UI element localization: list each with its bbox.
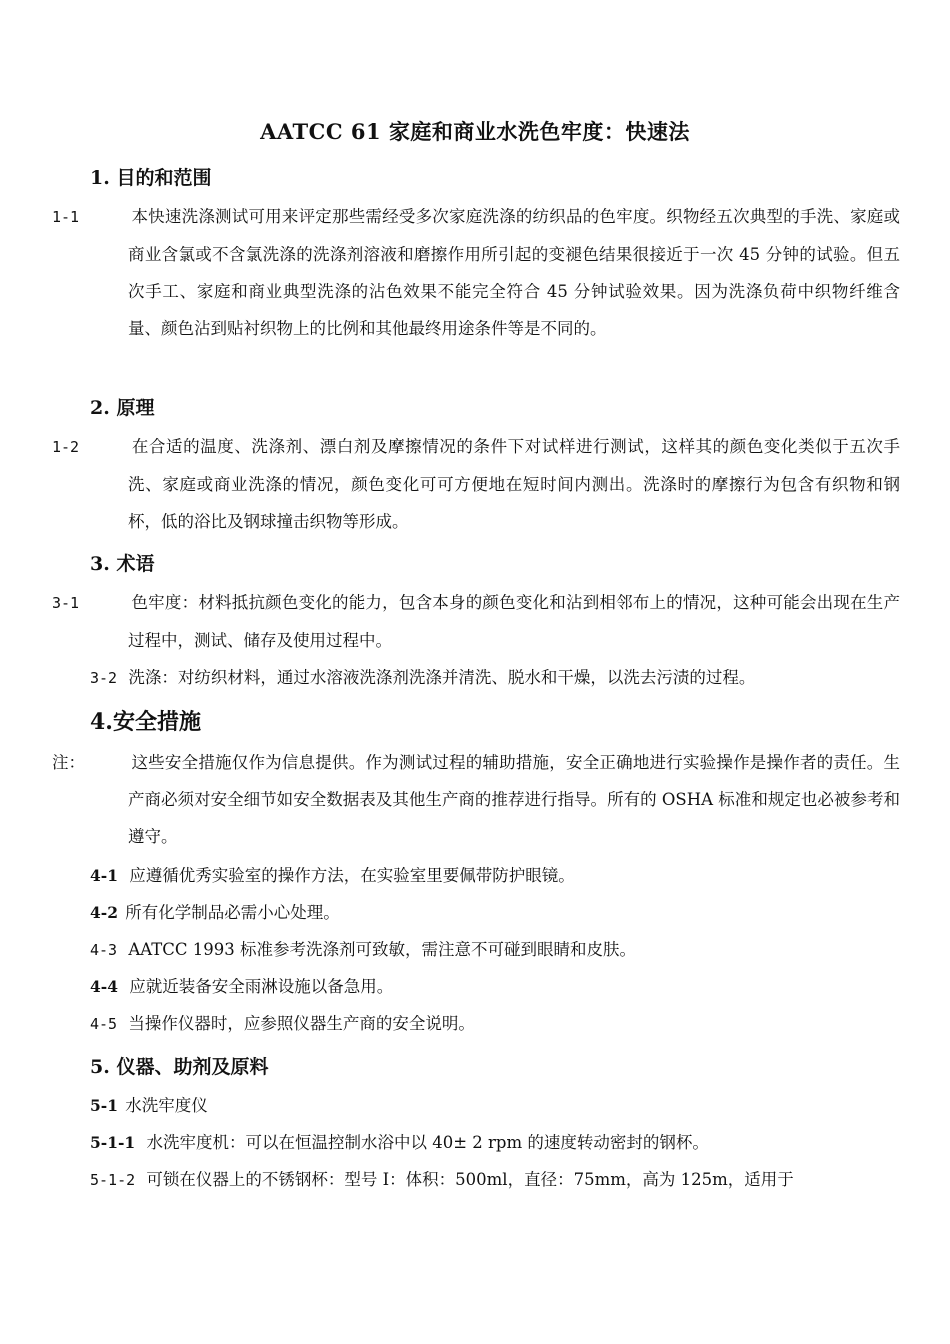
apparatus-item-5-1-1 [90,1124,862,1161]
paragraph-label: 3-1 [52,594,80,612]
paragraph-text: 色牢度：材料抵抗颜色变化的能力，包含本身的颜色变化和沾到相邻布上的情况，这种可能会出现在生产过程中，测试、储存及使用过程中。 [128,593,901,650]
section-heading-apparatus: 5. 仪器、助剂及原料 [90,1056,269,1078]
item-text: 当操作仪器时，应参照仪器生产商的安全说明。 [128,1014,475,1033]
safety-item-4-1 [90,857,862,894]
item-label: 4-1 [90,866,119,885]
paragraph-label: 1-1 [52,208,80,226]
item-label: 5-1-2 [90,1171,136,1189]
paragraph-1-2 [52,428,901,540]
item-text: 水洗牢度仪 [125,1096,208,1115]
item-label: 5-1-1 [90,1133,136,1152]
section-heading-terminology: 3. 术语 [90,553,155,575]
item-label: 4-3 [90,941,118,959]
item-text: 应就近装备安全雨淋设施以备急用。 [129,977,394,996]
paragraph-text: 本快速洗涤测试可用来评定那些需经受多次家庭洗涤的纺织品的色牢度。织物经五次典型的手洗、家庭或商业含氯或不含氯洗涤的洗涤剂溶液和磨擦作用所引起的变褪色结果很接近于一次 45 分钟的试验。但五次手工、家庭和商业典型洗涤的沾色效果不能完全符合 45 分钟试验效果。因为洗涤负荷中织物纤维含量、颜色沾到贴衬织物上的比例和其他最终用途条件等是不同的。 [128,207,901,338]
paragraph-1-1 [52,198,901,347]
note-label: 注： [52,753,85,772]
paragraph-3-2 [90,659,862,697]
paragraph-label: 1-2 [52,438,80,456]
safety-item-4-2 [90,894,862,931]
paragraph-text: 在合适的温度、洗涤剂、漂白剂及摩擦情况的条件下对试样进行测试，这样其的颜色变化类似于五次手洗、家庭或商业洗涤的情况，颜色变化可可方便地在短时间内测出。洗涤时的摩擦行为包含有织物和钢杯，低的浴比及钢球撞击织物等形成。 [128,437,901,531]
apparatus-item-5-1-2 [90,1161,862,1199]
paragraph-3-1 [52,584,901,659]
safety-item-4-5 [90,1005,862,1043]
item-label: 4-5 [90,1015,118,1033]
item-text: 可锁在仪器上的不锈钢杯：型号 I：体积：500ml，直径：75mm，高为 125m，适用于 [146,1170,794,1189]
note-text: 这些安全措施仅作为信息提供。作为测试过程的辅助措施，安全正确地进行实验操作是操作者的责任。生产商必须对安全细节如安全数据表及其他生产商的推荐进行指导。所有的 OSHA 标准和规定也必被参考和遵守。 [128,753,901,846]
item-text: AATCC 1993 标准参考洗涤剂可致敏，需注意不可碰到眼睛和皮肤。 [128,940,637,959]
safety-item-4-4 [90,968,862,1005]
document-title: AATCC 61 家庭和商业水洗色牢度：快速法 [260,119,690,144]
section-heading-safety: 4.安全措施 [90,709,201,735]
safety-note [52,744,901,855]
item-label: 4-4 [90,977,119,996]
item-text: 所有化学制品必需小心处理。 [125,903,340,922]
paragraph-label: 3-2 [90,669,118,687]
apparatus-item-5-1 [90,1087,862,1124]
item-text: 应遵循优秀实验室的操作方法，在实验室里要佩带防护眼镜。 [129,866,575,885]
paragraph-text: 洗涤：对纺织材料，通过水溶液洗涤剂洗涤并清洗、脱水和干燥，以洗去污渍的过程。 [128,668,756,687]
section-heading-purpose-scope: 1. 目的和范围 [90,167,212,189]
safety-item-4-3 [90,931,862,969]
item-label: 5-1 [90,1096,119,1115]
item-text: 水洗牢度机：可以在恒温控制水浴中以 40± 2 rpm 的速度转动密封的钢杯。 [146,1133,709,1152]
item-label: 4-2 [90,903,119,922]
section-heading-principle: 2. 原理 [90,397,155,419]
